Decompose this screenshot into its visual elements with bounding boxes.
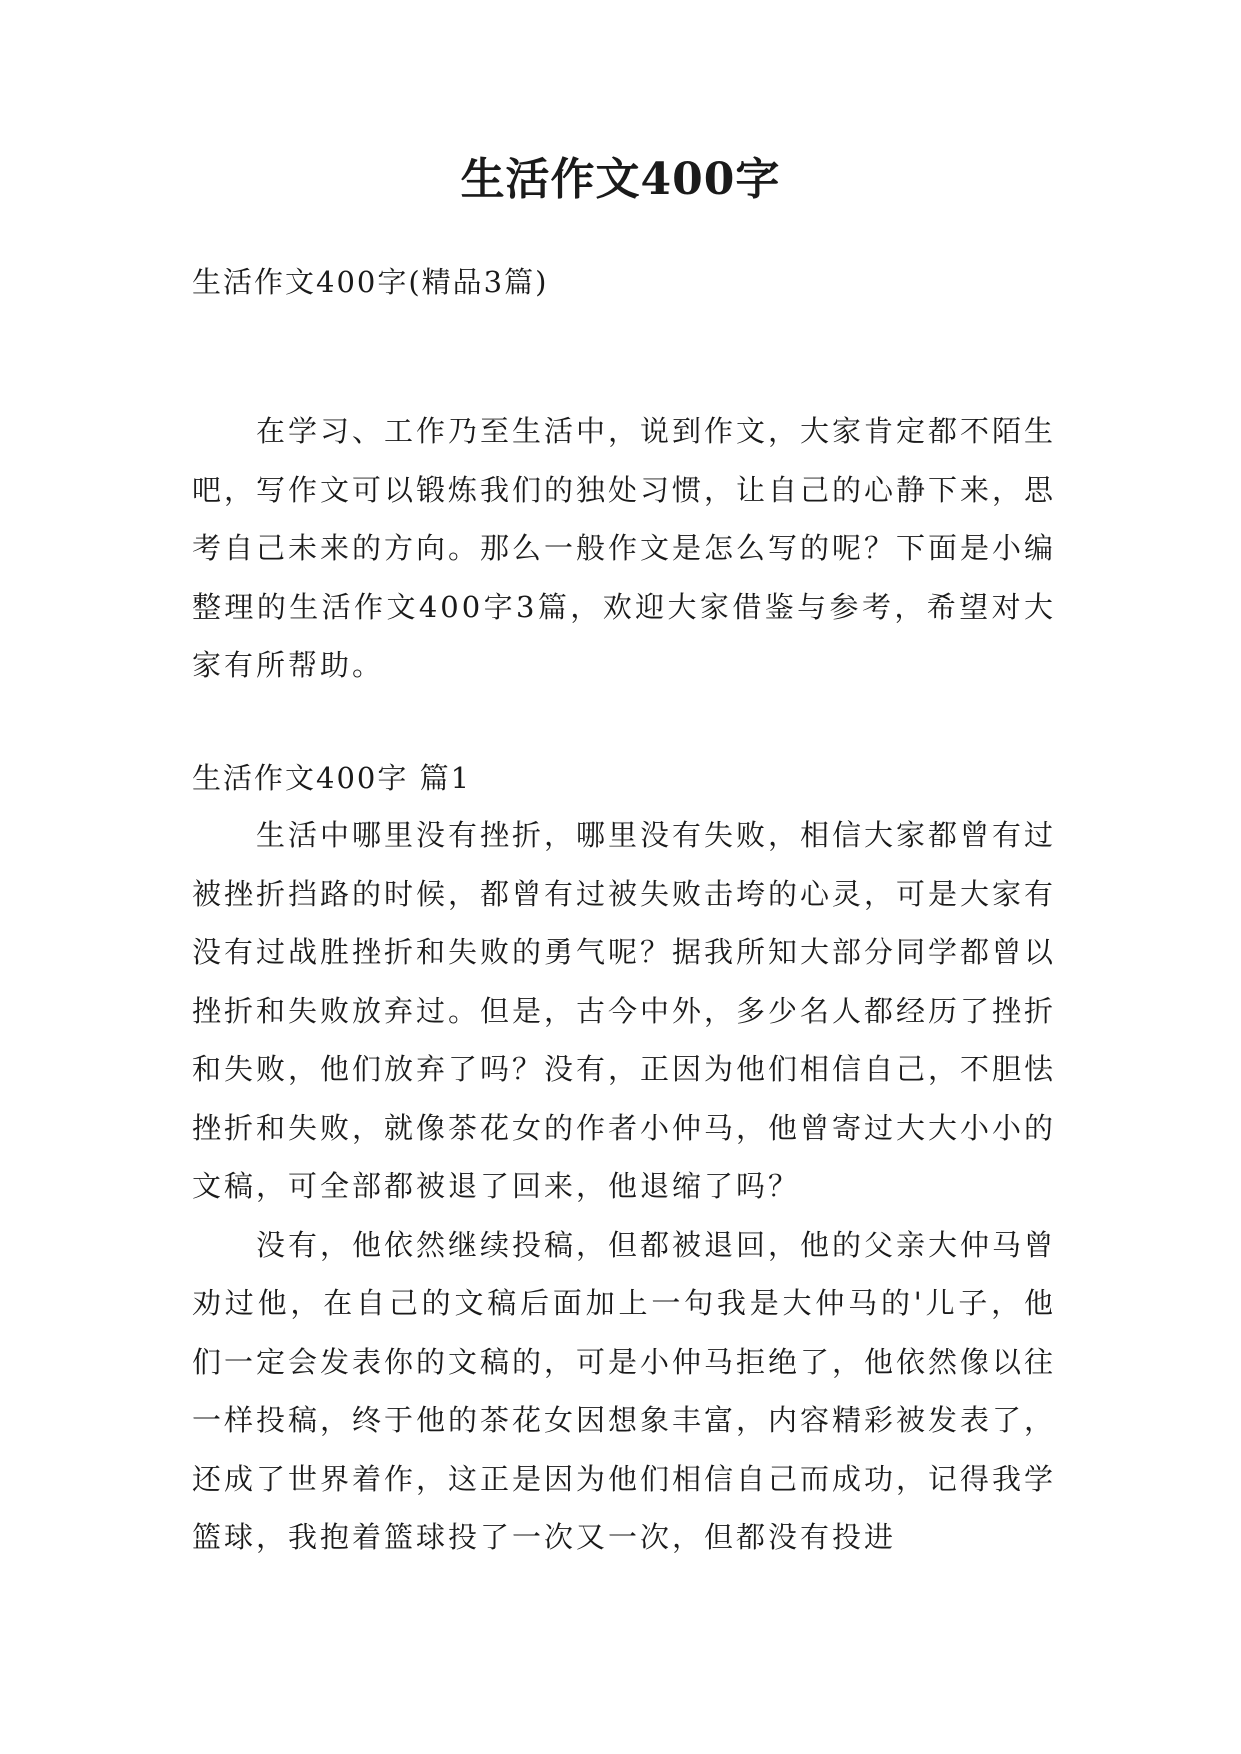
section-1-paragraph-1: 生活中哪里没有挫折，哪里没有失败，相信大家都曾有过被挫折挡路的时候，都曾有过被失败击垮的心灵，可是大家有没有过战胜挫折和失败的勇气呢？据我所知大部分同学都曾以挫折和失败放弃过。但是，古今中外，多少名人都经历了挫折和失败，他们放弃了吗？没有，正因为他们相信自己，不胆怯挫折和失败，就像茶花女的作者小仲马，他曾寄过大大小小的文稿，可全部都被退了回来，他退缩了吗？ [192, 818, 1057, 1203]
page-title: 生活作文400字 [460, 154, 781, 205]
document-subtitle: 生活作文400字(精品3篇) [192, 265, 549, 299]
section-heading-1: 生活作文400字 篇1 [192, 761, 472, 795]
intro-paragraph: 在学习、工作乃至生活中，说到作文，大家肯定都不陌生吧，写作文可以锻炼我们的独处习惯，让自己的心静下来，思考自己未来的方向。那么一般作文是怎么写的呢？下面是小编整理的生活作文400字3篇，欢迎大家借鉴与参考，希望对大家有所帮助。 [192, 414, 1057, 682]
section-1-paragraph-2: 没有，他依然继续投稿，但都被退回，他的父亲大仲马曾劝过他，在自己的文稿后面加上一句我是大仲马的'儿子，他们一定会发表你的文稿的，可是小仲马拒绝了，他依然像以往一样投稿，终于他的茶花女因想象丰富，内容精彩被发表了，还成了世界着作，这正是因为他们相信自己而成功，记得我学篮球，我抱着篮球投了一次又一次，但都没有投进 [192, 1227, 1057, 1554]
section-1-body [192, 806, 1056, 1567]
intro-paragraph-block [192, 402, 1056, 695]
